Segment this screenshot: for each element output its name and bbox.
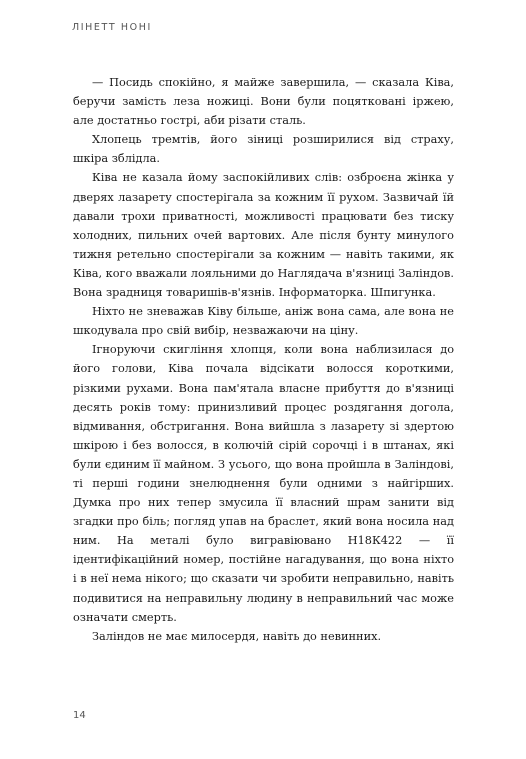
paragraph-2: Хлопець тремтів, його зіниці розширилися від страху, шкіра зблідла.: [73, 133, 454, 166]
paragraph-5: Ігноруючи скиглiння хлопця, коли вона наблизилася до його голови, Ківа почала відсікати волосся короткими, різкими рухами. Вона пам'ятала власне прибуття до в'язниці десять років тому: принизливий процес роздягання догола, відмивання, обстригання. Вона вийшла з лазарету зі здертою шкірою і без волосся, в колючій сірій сорочці і в штанах, які були єдиним її майном. З усього, що вона пройшла в Заліндові, ті перші години знелюднення були одними з найгірших. Думка про них тепер змусила її власний шрам занити від згадки про біль; погляд упав на браслет, який вона носила над ним. На металі було вигравіювано Н18К422 — її ідентифікаційний номер, постійне нагадування, що вона ніхто і в неї нема нікого; що сказати чи зробити неправильно, навіть подивитися на неправильну людину в неправильний час може означати смерть.: [73, 343, 454, 624]
paragraph-3: Ківа не казала йому заспокійливих слів: озброєна жінка у дверях лазарету спостерігала за кожним її рухом. Зазвичай їй давали трохи приватності, можливості працювати без тиску холодних, пильних очей вартових. Але після бунту минулого тижня ретельно спостерігали за кожним — навіть такими, як Ківа, кого вважали лояльними до Наглядача в'язниці Заліндов. Вона зрадниця товаришів-в'язнів. Інформаторка. Шпигунка.: [73, 171, 454, 300]
body-text: [73, 73, 454, 646]
running-header-author: ЛІНЕТТ НОНІ: [72, 22, 152, 33]
paragraph-4: Ніхто не зневажав Ківу більше, аніж вона сама, але вона не шкодувала про свій вибір, незважаючи на ціну.: [73, 305, 454, 338]
paragraph-1: — Посидь спокійно, я майже завершила, — сказала Ківа, беручи замість леза ножиці. Вони були поцятковані іржею, але достатньо гострі, аби різати сталь.: [73, 76, 454, 128]
paragraph-6: Заліндов не має милосердя, навіть до невинних.: [92, 629, 382, 643]
page-number: 14: [73, 710, 86, 721]
